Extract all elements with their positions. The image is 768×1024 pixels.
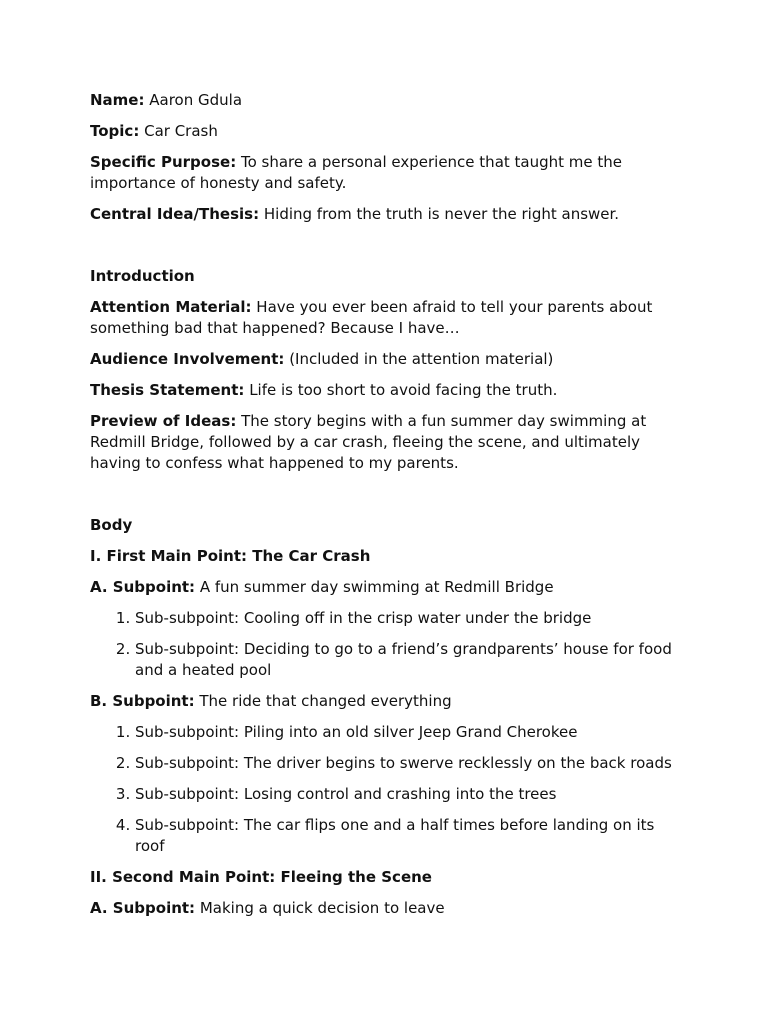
topic-value: Car Crash xyxy=(144,122,218,140)
specific-purpose-line xyxy=(90,152,680,194)
central-idea-label: Central Idea/Thesis: xyxy=(90,205,260,223)
central-idea-value: Hiding from the truth is never the right answer. xyxy=(263,205,620,223)
preview-of-ideas-value: The story begins with a fun summer day swimming at Redmill Bridge, followed by a car crash, fleeing the scene, and ultimately having to confess what happened to my parents. xyxy=(90,412,647,472)
sub-subpoint-item: 1. Sub-subpoint: Cooling off in the crisp water under the bridge xyxy=(135,608,680,629)
subpoint-line xyxy=(90,898,680,919)
sub-subpoint-item: 2. Sub-subpoint: Deciding to go to a friend’s grandparents’ house for food and a heated pool xyxy=(135,639,680,681)
section-spacer xyxy=(90,484,678,515)
sub-subpoint-item: 4. Sub-subpoint: The car flips one and a half times before landing on its roof xyxy=(135,815,680,857)
sub-subpoint-list xyxy=(90,608,680,681)
attention-material-label: Attention Material: xyxy=(90,298,252,316)
main-point-title: I. First Main Point: The Car Crash xyxy=(90,547,371,565)
name-label: Name: xyxy=(90,91,145,109)
audience-involvement-line xyxy=(90,349,680,370)
subpoint-line xyxy=(90,577,680,598)
body-heading: Body xyxy=(90,516,133,534)
name-value: Aaron Gdula xyxy=(149,91,243,109)
section-spacer xyxy=(90,235,678,266)
sub-subpoint-list xyxy=(90,722,680,857)
sub-subpoint-item: 1. Sub-subpoint: Piling into an old silver Jeep Grand Cherokee xyxy=(135,722,680,743)
subpoint-label: A. Subpoint: xyxy=(90,899,196,917)
subpoint-label: B. Subpoint: xyxy=(90,692,195,710)
subpoint-value: Making a quick decision to leave xyxy=(199,899,445,917)
sub-subpoint-item: 3. Sub-subpoint: Losing control and crashing into the trees xyxy=(135,784,680,805)
attention-material-line xyxy=(90,297,680,339)
subpoint-label: A. Subpoint: xyxy=(90,578,196,596)
sub-subpoint-item: 2. Sub-subpoint: The driver begins to swerve recklessly on the back roads xyxy=(135,753,680,774)
subpoint-line xyxy=(90,691,680,712)
specific-purpose-label: Specific Purpose: xyxy=(90,153,237,171)
preview-of-ideas-line xyxy=(90,411,680,474)
subpoint-value: A fun summer day swimming at Redmill Bridge xyxy=(199,578,554,596)
thesis-statement-line xyxy=(90,380,680,401)
central-idea-line xyxy=(90,204,680,225)
topic-label: Topic: xyxy=(90,122,140,140)
subpoint-value: The ride that changed everything xyxy=(199,692,452,710)
thesis-statement-label: Thesis Statement: xyxy=(90,381,245,399)
name-line xyxy=(90,90,680,111)
audience-involvement-label: Audience Involvement: xyxy=(90,350,285,368)
attention-material-value: Have you ever been afraid to tell your parents about something bad that happened? Because I have… xyxy=(90,298,653,337)
preview-of-ideas-label: Preview of Ideas: xyxy=(90,412,237,430)
audience-involvement-value: (Included in the attention material) xyxy=(289,350,554,368)
main-point-title: II. Second Main Point: Fleeing the Scene xyxy=(90,868,432,886)
specific-purpose-value: To share a personal experience that taught me the importance of honesty and safety. xyxy=(90,153,623,192)
thesis-statement-value: Life is too short to avoid facing the truth. xyxy=(249,381,558,399)
introduction-heading: Introduction xyxy=(90,267,195,285)
topic-line xyxy=(90,121,680,142)
